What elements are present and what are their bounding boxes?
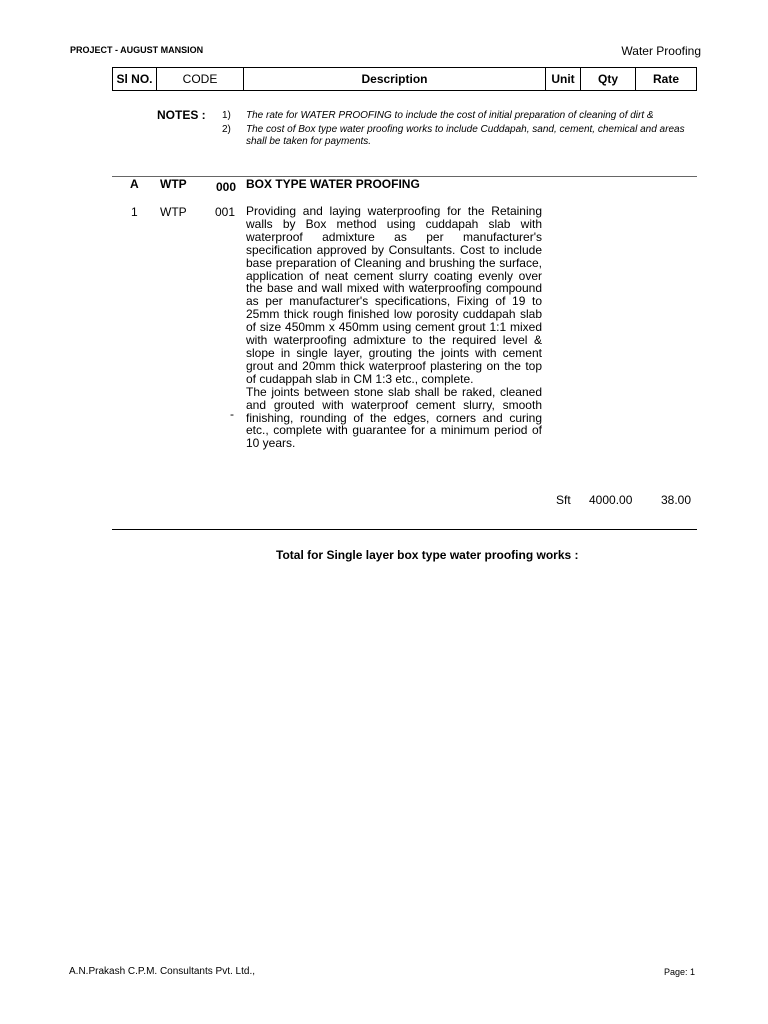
header-code: CODE — [157, 68, 244, 90]
item-qty: 4000.00 — [589, 493, 633, 507]
section-number: 000 — [216, 180, 237, 194]
dash-mark: - — [230, 407, 234, 421]
section-title-text: BOX TYPE WATER PROOFING — [246, 177, 420, 191]
section-sl: A — [130, 177, 139, 191]
header-rate: Rate — [652, 72, 679, 86]
footer-page-number: Page: 1 — [664, 967, 696, 977]
note-number: 1) — [222, 110, 231, 121]
header-unit: Unit — [546, 68, 581, 90]
section-code: WTP — [160, 177, 187, 191]
header-qty: Qty — [581, 68, 636, 90]
item-description-paragraph: Providing and laying waterproofing for the Retaining walls by Box method using cuddapah slab with waterproof admixture as per manufacturer's specification approved by Consultants. Cost to include base preparation of Cleaning and brushing the surface, application of neat cement slurry coating evenly over the base and wall mixed with waterproofing compound as per manufacturer's specifications, Fixing of 19 to 25mm thick rough finished low porosity cuddapah slab of size 450mm x 450mm using cement grout 1:1 mixed with waterproofing admixture to the required level & slope in single layer, grouting the joints with cement grout and 20mm thick waterproof plastering on the top of cudappah slab in CM 1:3 etc., complete. — [246, 204, 542, 386]
header-description: Description — [244, 68, 546, 90]
header-sl-no: Sl NO. — [113, 68, 157, 90]
notes-label: NOTES : — [157, 108, 206, 122]
item-description-paragraph: The joints between stone slab shall be raked, cleaned and grouted with waterproof cement slurry, smooth finishing, rounding of the edges, corners and curing etc., complete with guarantee for a minimum period of 10 years. — [246, 384, 542, 451]
item-divider — [112, 529, 697, 530]
item-number: 001 — [215, 205, 236, 219]
total-label: Total for Single layer box type water proofing works : — [276, 548, 579, 562]
item-description — [246, 205, 542, 450]
item-sl: 1 — [131, 205, 138, 219]
note-text: The rate for WATER PROOFING to include the cost of initial preparation of cleaning of dirt & — [246, 110, 654, 121]
item-code: WTP — [160, 205, 187, 219]
item-unit: Sft — [556, 493, 571, 507]
footer-company: A.N.Prakash C.P.M. Consultants Pvt. Ltd., — [69, 966, 256, 977]
section-title: Water Proofing — [621, 44, 701, 58]
note-text: The cost of Box type water proofing works to include Cuddapah, sand, cement, chemical and areas shall be taken for payments. — [246, 124, 685, 147]
table-header — [112, 67, 697, 91]
item-rate: 38.00 — [661, 493, 692, 507]
note-number: 2) — [222, 124, 231, 135]
project-title: PROJECT - AUGUST MANSION — [70, 45, 204, 55]
